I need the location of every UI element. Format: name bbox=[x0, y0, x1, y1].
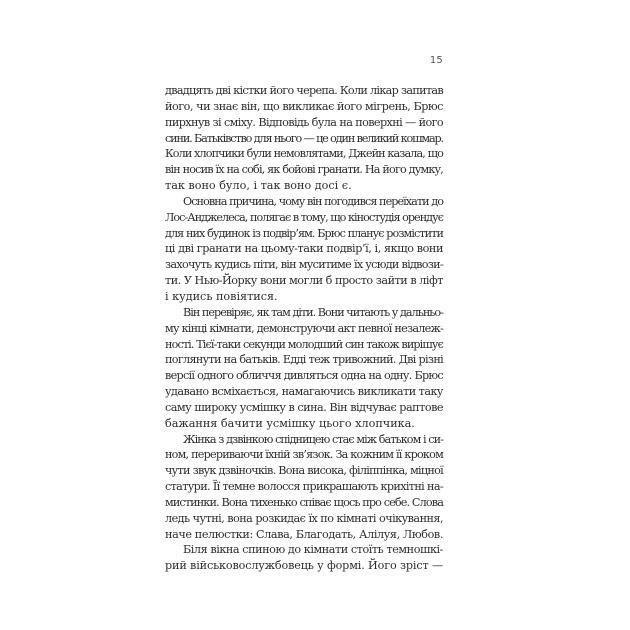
text-line: пирхнув зі сміху. Відповідь була на поверхні — його bbox=[165, 115, 443, 129]
paragraph-2 bbox=[165, 194, 443, 305]
page-number: 15 bbox=[429, 55, 443, 66]
text-line: Біля вікна спиною до кімнати стоїть темношкі- bbox=[183, 543, 444, 557]
paragraph-3 bbox=[165, 305, 443, 432]
paragraph-1 bbox=[165, 83, 443, 194]
paragraph-5 bbox=[165, 542, 443, 574]
text-line: наче пелюстки: Слава, Благодать, Алілуя, Любов. bbox=[165, 527, 443, 541]
text-line: ном, перериваючи їхній зв’язок. За кожним її кроком bbox=[165, 448, 443, 462]
text-line: Лос-Анджелеса, полягає в тому, що кіностудія орендує bbox=[165, 210, 443, 224]
paragraph-4 bbox=[165, 432, 443, 543]
text-line: саму широку усмішку в сина. Він відчуває раптове bbox=[165, 400, 443, 414]
text-line: Коли хлопчики були немовлятами, Джейн казала, що bbox=[165, 147, 443, 161]
text-line: ти. У Нью-Йорку вони могли б просто зайти в ліфт bbox=[165, 274, 443, 288]
body-text bbox=[165, 83, 443, 574]
text-line: удавано всміхається, намагаючись викликати таку bbox=[165, 385, 443, 399]
text-line: ледь чутні, вона розкидає їх по кімнаті очікування, bbox=[165, 511, 443, 525]
text-line: бажання бачити усмішку цього хлопчика. bbox=[165, 416, 415, 430]
text-line: версії одного обличчя дивляться одна на одну. Брюс bbox=[165, 369, 443, 383]
text-line: для них будинок із подвір’ям. Брюс планує розмістити bbox=[165, 226, 443, 240]
text-line: поглянути на батьків. Едді теж тривожний. Дві різні bbox=[165, 353, 443, 367]
text-line: його, чи знає він, що викликає його мігрень, Брюс bbox=[165, 99, 443, 113]
text-line: Основна причина, чому він погодився переїхати до bbox=[183, 194, 443, 208]
text-line: рий військовослужбовець у формі. Його зріст — bbox=[165, 559, 443, 573]
text-line: Він перевіряє, як там діти. Вони читають у дальньо- bbox=[183, 305, 443, 319]
text-line: статури. Її темне волосся прикрашають крихітні на- bbox=[165, 480, 443, 494]
text-line: так воно було, і так воно досі є. bbox=[165, 179, 352, 193]
text-line: му кінці кімнати, демонструючи акт певної незалеж- bbox=[165, 321, 444, 335]
text-line: Жінка з дзвінкою спідницею стає між батьком і си- bbox=[183, 432, 443, 446]
text-line: він носив їх на собі, як бойові гранати. На його думку, bbox=[165, 163, 444, 177]
text-line: двадцять дві кістки його черепа. Коли лікар запитав bbox=[165, 84, 444, 97]
text-line: ності. Тієї-таки секунди молодший син також вирішує bbox=[165, 337, 444, 351]
text-line: чути звук дзвіночків. Вона висока, філіппінка, міцної bbox=[165, 464, 443, 478]
text-line: мистинки. Вона тихенько співає щось про себе. Слова bbox=[165, 495, 443, 509]
text-line: ці дві гранати на цьому-таки подвір’ї, і, якщо вони bbox=[165, 242, 443, 256]
text-line: і кудись повіятися. bbox=[165, 289, 278, 303]
text-line: захочуть кудись піти, він муситиме їх усюди відвози- bbox=[165, 258, 443, 272]
text-line: сини. Батьківство для нього — це один великий кошмар. bbox=[165, 131, 443, 145]
